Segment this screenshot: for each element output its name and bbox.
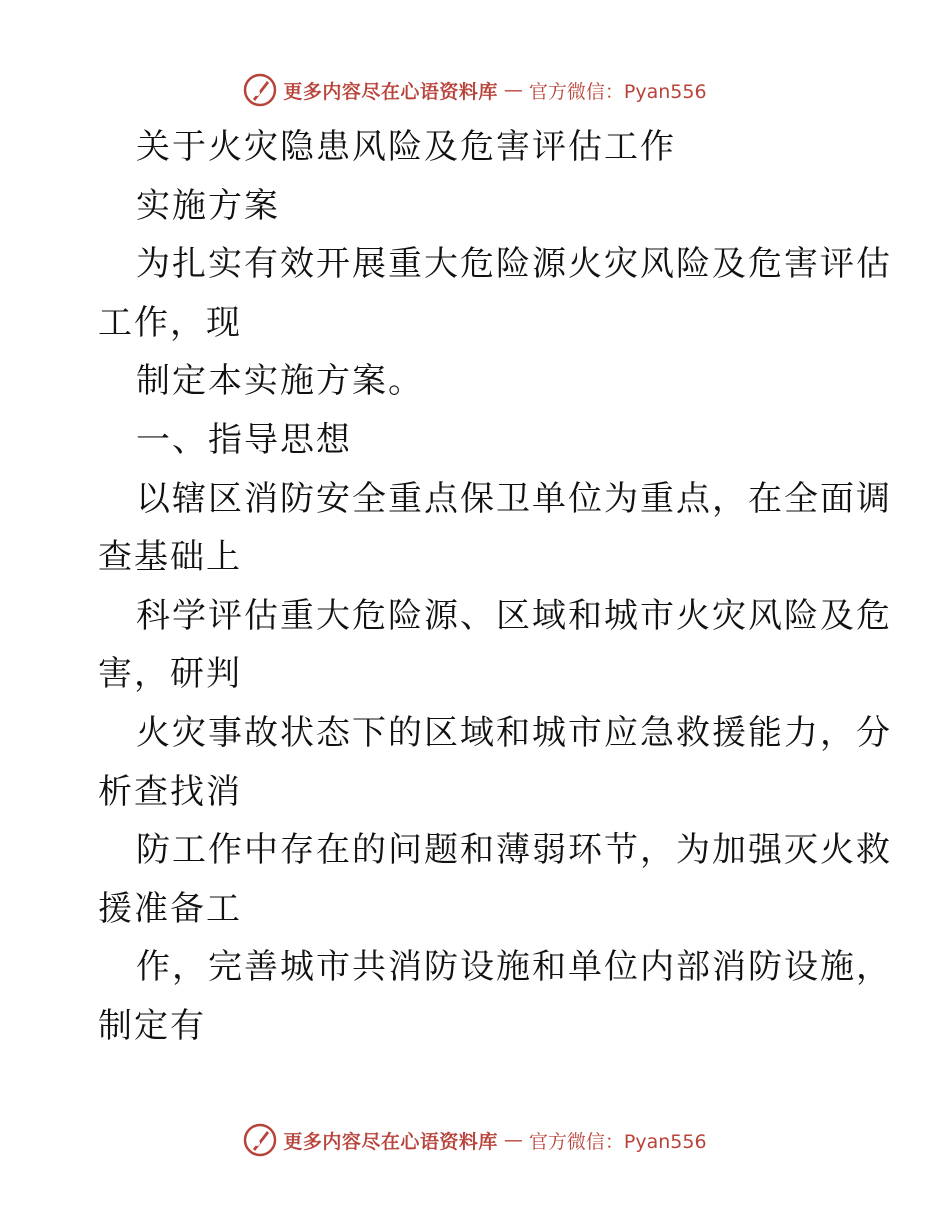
paragraph-line: 以辖区消防安全重点保卫单位为重点，在全面调 xyxy=(136,478,892,519)
header-banner xyxy=(0,70,950,110)
banner-wechat: 官方微信：Pyan556 xyxy=(528,1130,707,1153)
paragraph-line: 工作，现 xyxy=(98,302,242,343)
paragraph-line: 制定有 xyxy=(98,1005,206,1046)
paragraph-line: 制定本实施方案。 xyxy=(136,361,424,402)
banner-title: 更多内容尽在心语资料库 xyxy=(283,1130,498,1153)
quill-logo-icon xyxy=(243,1123,277,1157)
document-body xyxy=(98,118,892,1056)
footer-banner xyxy=(0,1120,950,1160)
doc-title-line-2: 实施方案 xyxy=(136,185,280,226)
paragraph-line: 查基础上 xyxy=(98,537,242,578)
section-heading: 一、指导思想 xyxy=(136,419,352,460)
banner-wechat: 官方微信：Pyan556 xyxy=(528,80,707,103)
banner-title: 更多内容尽在心语资料库 xyxy=(283,80,498,103)
quill-logo-icon xyxy=(243,73,277,107)
paragraph-line: 防工作中存在的问题和薄弱环节，为加强灭火救 xyxy=(136,830,892,871)
paragraph-line: 作，完善城市共消防设施和单位内部消防设施， xyxy=(136,947,892,988)
paragraph-line: 火灾事故状态下的区域和城市应急救援能力，分 xyxy=(136,712,892,753)
paragraph-line: 科学评估重大危险源、区域和城市火灾风险及危 xyxy=(136,595,892,636)
banner-dash: — xyxy=(503,1129,523,1151)
paragraph-line: 援准备工 xyxy=(98,888,242,929)
banner-dash: — xyxy=(503,79,523,101)
paragraph-line: 为扎实有效开展重大危险源火灾风险及危害评估 xyxy=(136,244,892,285)
doc-title-line-1: 关于火灾隐患风险及危害评估工作 xyxy=(136,127,676,167)
paragraph-line: 析查找消 xyxy=(98,771,242,812)
paragraph-line: 害，研判 xyxy=(98,654,242,695)
